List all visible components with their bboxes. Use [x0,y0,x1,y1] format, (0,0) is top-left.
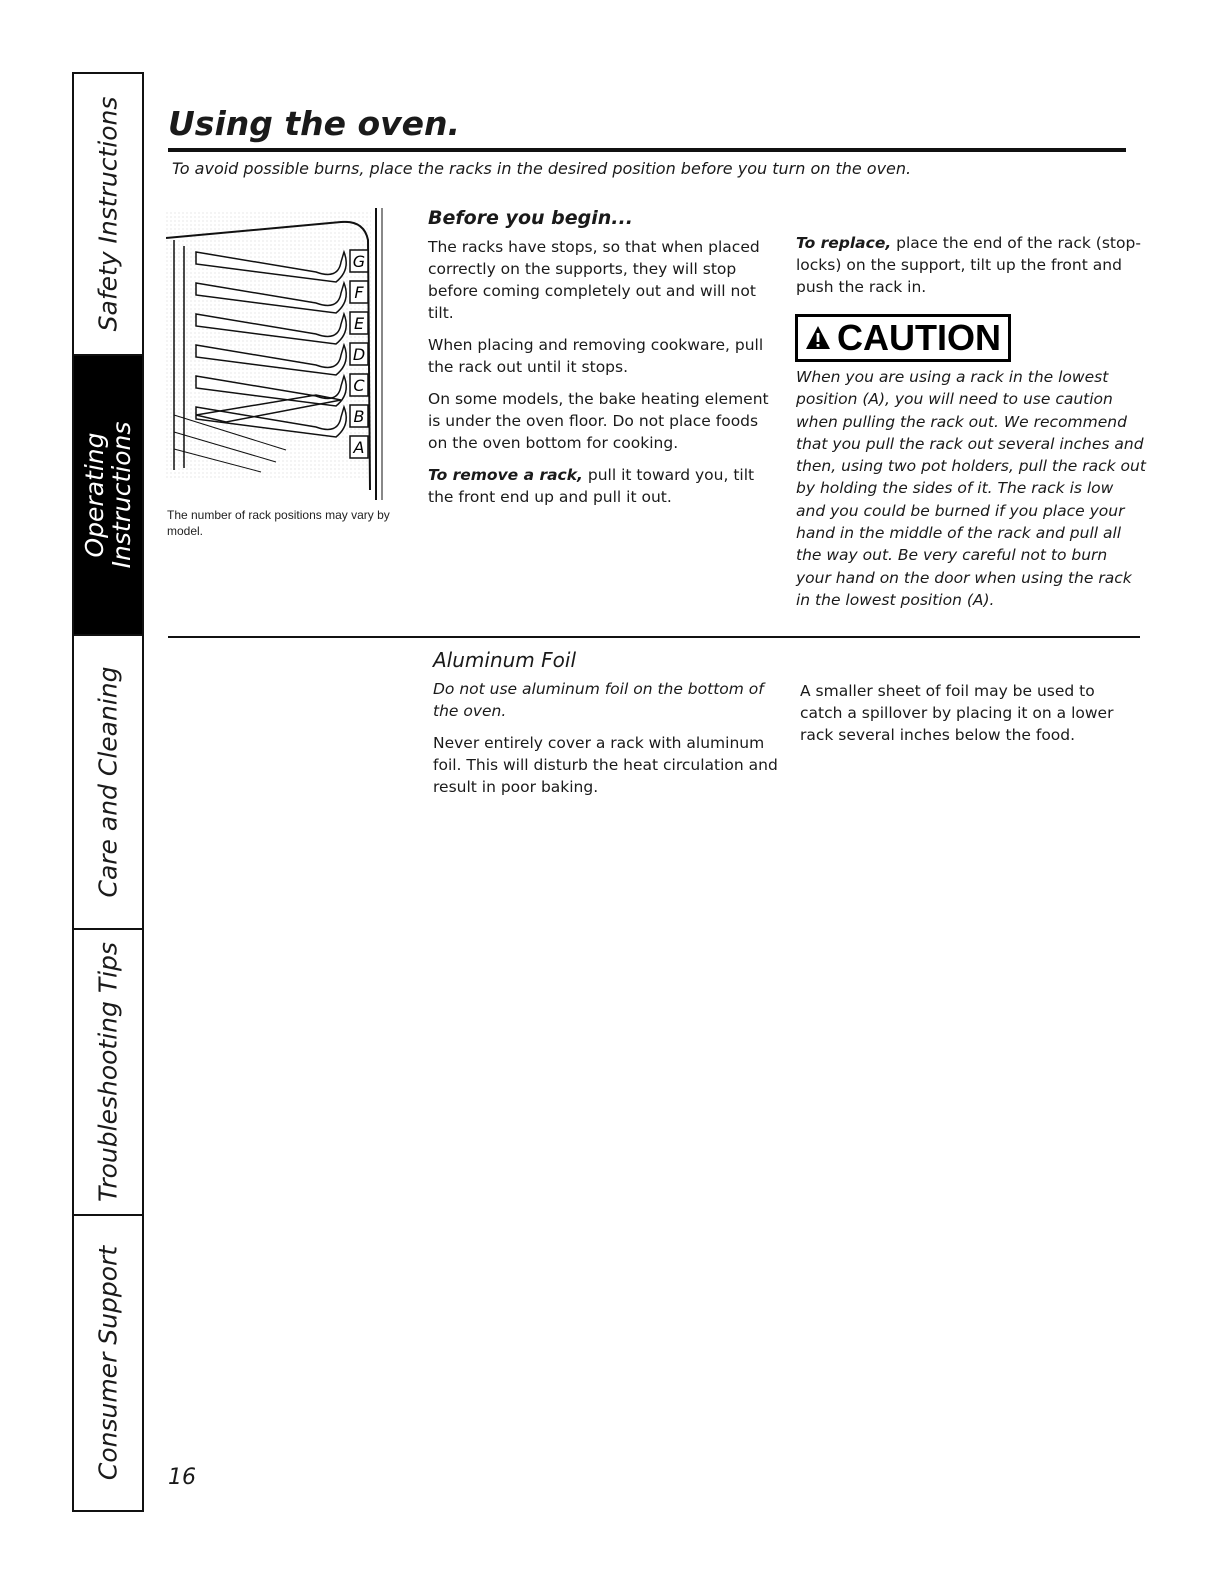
paragraph: Never entirely cover a rack with aluminum foil. This will disturb the heat circulation and result in poor baking. [433,734,778,796]
lead-text: To replace, [796,234,892,252]
tab-label: Operating Instructions [80,421,136,569]
caution-banner [795,314,1011,362]
caution-text: When you are using a rack in the lowest position (A), you will need to use caution when pulling the rack out. We recommend that you pull the rack out several inches and then, using two pot holders, pull the rack out by holding the sides of it. The rack is low and you could be burned if you place your hand in the middle of the rack and pull all the way out. Be very careful not to burn your hand on the door when using the rack in the lowest position (A). [796,368,1146,609]
paragraph-text: pull it toward you, tilt the front end up and pull it out. [428,466,755,506]
caution-label: CAUTION [837,317,1001,358]
tab-label: Care and Cleaning [93,666,123,898]
before-you-begin-section [428,206,773,518]
rack-label: D [352,345,366,364]
section-divider [168,636,1140,638]
paragraph-text: place the end of the rack (stop-locks) on the support, tilt up the front and push the rack in. [796,234,1141,296]
page-number: 16 [168,1465,196,1490]
tab-troubleshooting-tips[interactable] [74,930,142,1216]
tab-consumer-support[interactable] [74,1216,142,1510]
title-rule [168,148,1126,152]
tab-label: Safety Instructions [93,96,123,332]
tab-operating-instructions[interactable] [74,356,142,636]
warning-triangle-icon [805,325,831,351]
rack-label: C [353,376,365,395]
replace-rack-paragraph [796,232,1141,298]
aluminum-foil-section [433,648,778,808]
tab-label: Consumer Support [93,1245,123,1481]
lead-text: To remove a rack, [428,466,583,484]
aluminum-foil-tip [800,680,1130,756]
tab-safety-instructions[interactable] [74,74,142,356]
paragraph: The racks have stops, so that when placed correctly on the supports, they will stop before coming completely out and will not tilt. [428,238,760,322]
section-heading: Aluminum Foil [433,648,576,672]
rack-label: G [352,252,366,271]
paragraph: A smaller sheet of foil may be used to catch a spillover by placing it on a lower rack several inches below the food. [800,682,1114,744]
paragraph: Do not use aluminum foil on the bottom of the oven. [433,680,764,720]
rack-label: B [353,407,365,426]
tab-care-and-cleaning[interactable] [74,636,142,930]
tab-label: Troubleshooting Tips [93,942,123,1202]
figure-caption: The number of rack positions may vary by model. [167,508,390,538]
section-heading: Before you begin... [428,207,633,229]
remove-rack-paragraph [428,464,773,508]
rack-position-labels [350,250,368,458]
paragraph: On some models, the bake heating element is under the oven floor. Do not place foods on the oven bottom for cooking. [428,390,769,452]
oven-rack-illustration [166,200,406,500]
paragraph: When placing and removing cookware, pull the rack out until it stops. [428,336,764,376]
section-tab-bar [72,72,144,1512]
rack-label: A [353,438,365,457]
rack-label: E [353,314,365,333]
page-title: Using the oven. [168,104,461,143]
page-subtitle: To avoid possible burns, place the racks in the desired position before you turn on the oven. [172,159,912,178]
replace-rack-section [796,232,1141,308]
rack-label: F [354,283,364,302]
